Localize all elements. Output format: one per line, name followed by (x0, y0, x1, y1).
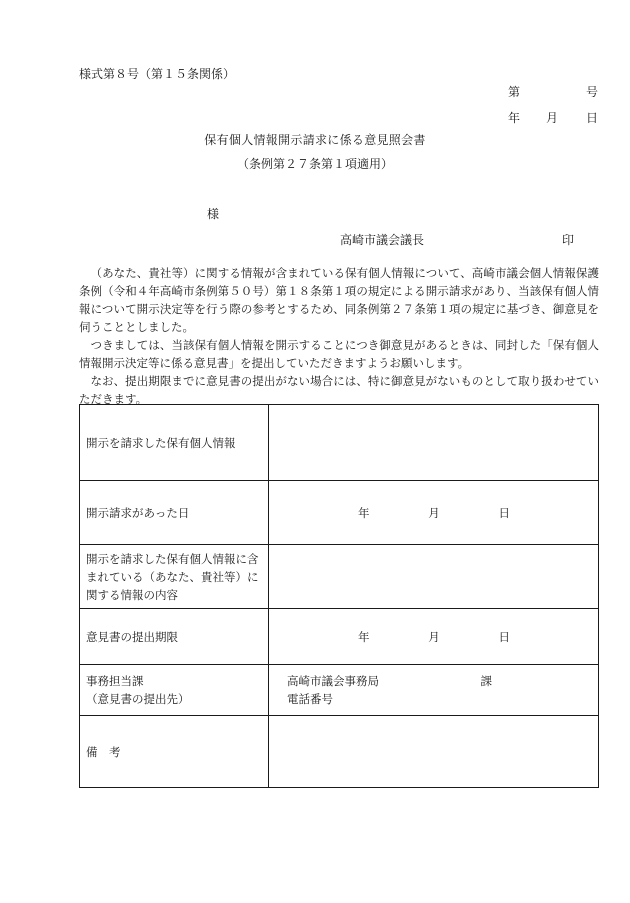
document-title: 保有個人情報開示請求に係る意見照会書 (204, 133, 426, 147)
body-paragraph-1: （あなた、貴社等）に関する情報が含まれている保有個人情報について、高崎市議会個人情報保護条例（令和４年高崎市条例第５０号）第１８条第１項の規定による開示請求があり、当該保有個人情報について開示決定等を行う際の参考とするため、同条例第２７条第１項の規定に基づき、御意見を伺うこととしました。 (79, 266, 599, 334)
body-paragraph-2: つきましては、当該保有個人情報を開示することにつき御意見があるときは、同封した「保有個人情報開示決定等に係る意見書」を提出していただきますようお願いします。 (79, 338, 599, 370)
request-date-year: 年 (358, 505, 370, 520)
office-value (269, 665, 599, 716)
office-section: 課 (480, 674, 492, 688)
body-text (79, 264, 599, 408)
document-number-label: 第 (508, 85, 521, 99)
document-subtitle: （条例第２７条第１項適用） (236, 157, 393, 171)
request-date-value[interactable] (269, 481, 599, 545)
deadline-year: 年 (358, 629, 370, 644)
office-label (80, 665, 269, 716)
remarks-label: 備 考 (80, 716, 269, 788)
seal-mark: 印 (562, 233, 575, 247)
office-name: 高崎市議会事務局 (287, 674, 379, 688)
deadline-month: 月 (428, 629, 440, 644)
date-day-label: 日 (586, 111, 599, 125)
request-date-month: 月 (428, 505, 440, 520)
deadline-value[interactable] (269, 609, 599, 665)
related-info-value[interactable] (269, 545, 599, 609)
office-label-line2: （意見書の提出先） (86, 692, 190, 706)
table-row (80, 545, 599, 609)
info-table (79, 404, 599, 788)
table-row (80, 481, 599, 545)
date-year-label: 年 (508, 111, 521, 125)
body-paragraph-3: なお、提出期限までに意見書の提出がない場合には、特に御意見がないものとして取り扱わせていただきます。 (79, 374, 599, 406)
document-number-suffix: 号 (586, 85, 599, 99)
request-date-day: 日 (498, 505, 510, 520)
requested-info-value[interactable] (269, 405, 599, 481)
remarks-value[interactable] (269, 716, 599, 788)
table-row (80, 609, 599, 665)
office-label-line1: 事務担当課 (86, 674, 144, 688)
table-row (80, 405, 599, 481)
request-date-label: 開示請求があった日 (80, 481, 269, 545)
sender-title: 高崎市議会議長 (340, 233, 425, 247)
form-number: 様式第８号（第１５条関係） (79, 67, 236, 81)
deadline-label: 意見書の提出期限 (80, 609, 269, 665)
related-info-label: 開示を請求した保有個人情報に含まれている（あなた、貴社等）に関する情報の内容 (80, 545, 269, 609)
requested-info-label: 開示を請求した保有個人情報 (80, 405, 269, 481)
office-phone-label: 電話番号 (287, 692, 333, 706)
table-row (80, 716, 599, 788)
date-month-label: 月 (546, 111, 559, 125)
table-row (80, 665, 599, 716)
addressee-honorific: 様 (207, 207, 220, 221)
deadline-day: 日 (498, 629, 510, 644)
